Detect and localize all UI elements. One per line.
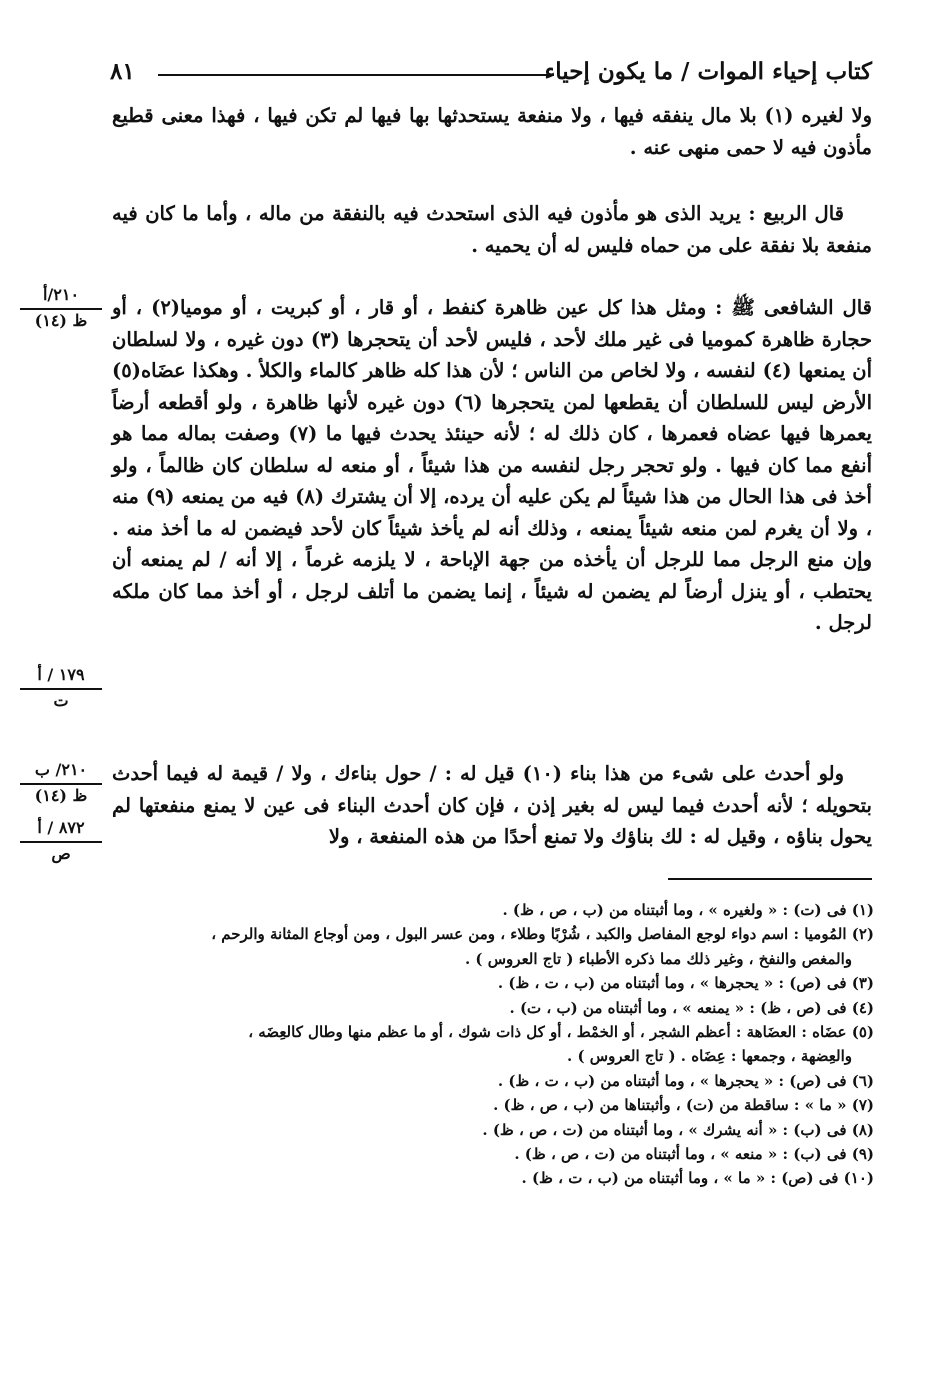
running-header [110,58,872,98]
paragraph-3 [112,292,872,639]
paragraph-3-body: : ومثل هذا كل عين ظاهرة كنفط ، أو قار ، أو كبريت ، أو موميا(٢) ، أو حجارة ظاهرة كموميا فى غير ملك لأحد ، فليس لأحد أن يتحجرها (٣) دون غيره ، ولا لسلطان أن يمنعها (٤) لنفسه ، ولا لخاص من الناس ؛ لأن هذا كله ظاهر كالماء والكلأ . وهكذا عضَاه(٥) الأرض ليس للسلطان أن يقطعها لمن يتحجرها (٦) دون غيره لأنها ظاهرة ، ولو أقطعه أرضاً يعمرها فيها عضاه فعمرها ، كان ذلك له ؛ لأنه حينئذ يحدث فيها ما (٧) وصفت بماله مما هو أنفع مما كان فيها . ولو تحجر رجل لنفسه من هذا شيئاً ، أو منعه له سلطان كان ظالماً ، ولو أخذ فى هذا الحال من هذا شيئاً لم يكن عليه أن يرده، إلا أن يشترك (٨) فيه من يمنعه (٩) منه ، ولا أن يغرم لمن منعه شيئاً يمنعه ، وذلك أنه لم يأخذ شيئاً كان لأحد فيضمن له ما أخذ منه . وإن منع الرجل مما للرجل أن يأخذه من جهة الإباحة ، لا يلزمه غرماً ، إلا أنه / لم يمنعه أن يحتطب ، أو ينزل أرضاً لم يضمن له شيئاً ، إنما يضمن ما أتلف لرجل ، أو أخذ مما كان ملكه لرجل . [112,296,872,634]
paragraph-4-text: ولو أحدث على شىء من هذا بناء (١٠) قيل له : / حول بناءك ، ولا / قيمة له فيما أحدث بتحويله ؛ لأنه أحدث فيما ليس له بغير إذن ، فإن كان أحدث البناء فى عين لا يمنع منفعتها لم يحول بناؤه ، وقيل له : لك بناؤك ولا تمنع أحدًا من هذه المنفعة ، ولا [112,762,872,848]
margin-ref-manuscript: ظ (١٤) [34,786,88,805]
margin-ref-folio: ٨٧٢ / أ [20,818,102,843]
page-number: ٨١ [110,58,135,85]
footnote-2: (٢) المُوميا : اسم دواء لوجع المفاصل والكبد ، شُرْبًا وطلاء ، ومن عسر البول ، ومن أوجاع المثانة والرحم ، [211,925,874,944]
margin-reference [20,760,102,807]
footnote-8: (٨) فى (ب) : « أنه يشرك » ، وما أثبتناه من (ت ، ص ، ظ) . [482,1120,874,1139]
footnote-7: (٧) « ما » : ساقطة من (ت) ، وأثبتناها من (ب ، ص ، ظ) . [493,1096,874,1115]
paragraph-2 [112,198,872,261]
footnote-6: (٦) فى (ص) : « يحجرها » ، وما أثبتناه من (ب ، ت ، ظ) . [497,1071,874,1090]
margin-ref-manuscript: ت [53,691,69,710]
margin-ref-folio: ٢١٠/ ب [20,760,102,785]
footnote-2-continued: والمغص والنفخ ، وغير ذلك مما ذكره الأطباء ( تاج العروس ) . [464,949,852,968]
footnote-separator [668,878,872,880]
margin-ref-manuscript: ص [51,844,71,863]
footnote-9: (٩) فى (ب) : « منعه » ، وما أثبتناه من (ت ، ص ، ظ) . [514,1145,874,1164]
header-title: كتاب إحياء الموات / ما يكون إحياء [544,58,872,85]
margin-reference [20,285,102,332]
margin-ref-folio: ١٧٩ / أ [20,665,102,690]
paragraph-4 [112,758,872,853]
paragraph-1 [112,100,872,163]
footnote-1: (١) فى (ت) : « ولغيره » ، وما أثبتناه من (ب ، ص ، ظ) . [502,901,874,919]
header-rule [158,74,554,76]
margin-ref-folio: ٢١٠/أ [20,285,102,310]
footnote-4: (٤) فى (ص ، ظ) : « يمنعه » ، وما أثبتناه من (ب ، ت) . [509,998,874,1017]
margin-ref-manuscript: ظ (١٤) [34,311,88,330]
margin-reference [20,818,102,865]
footnote-3: (٣) فى (ص) : « يحجرها » ، وما أثبتناه من (ب ، ت ، ظ) . [497,974,874,993]
footnotes [140,898,874,1191]
paragraph-3-text [112,292,872,639]
footnote-5-continued: والعِضهة ، وجمعها : عِضَاه . ( تاج العروس ) . [567,1047,852,1066]
speaker-label: قال الشافعى ﷺ [731,296,872,319]
footnote-5: (٥) عضَاه : العضَاهة : أعظم الشجر ، أو الخمْط ، أو كل ذات شوك ، أو ما عظم منها وطال كالعِضَه ، [248,1023,874,1042]
margin-reference [20,665,102,712]
paragraph-1-text: ولا لغيره (١) بلا مال ينفقه فيها ، ولا منفعة يستحدثها بها فيها لم تكن فيها ، فهذا معنى قطيع مأذون فيه لا حمى منهى عنه . [112,104,872,159]
footnote-10: (١٠) فى (ص) : « ما » ، وما أثبتناه من (ب ، ت ، ظ) . [521,1169,874,1188]
paragraph-2-text: قال الربيع : يريد الذى هو مأذون فيه الذى استحدث فيه بالنفقة من ماله ، وأما ما كان فيه منفعة بلا نفقة على من حماه فليس له أن يحميه . [112,202,872,257]
